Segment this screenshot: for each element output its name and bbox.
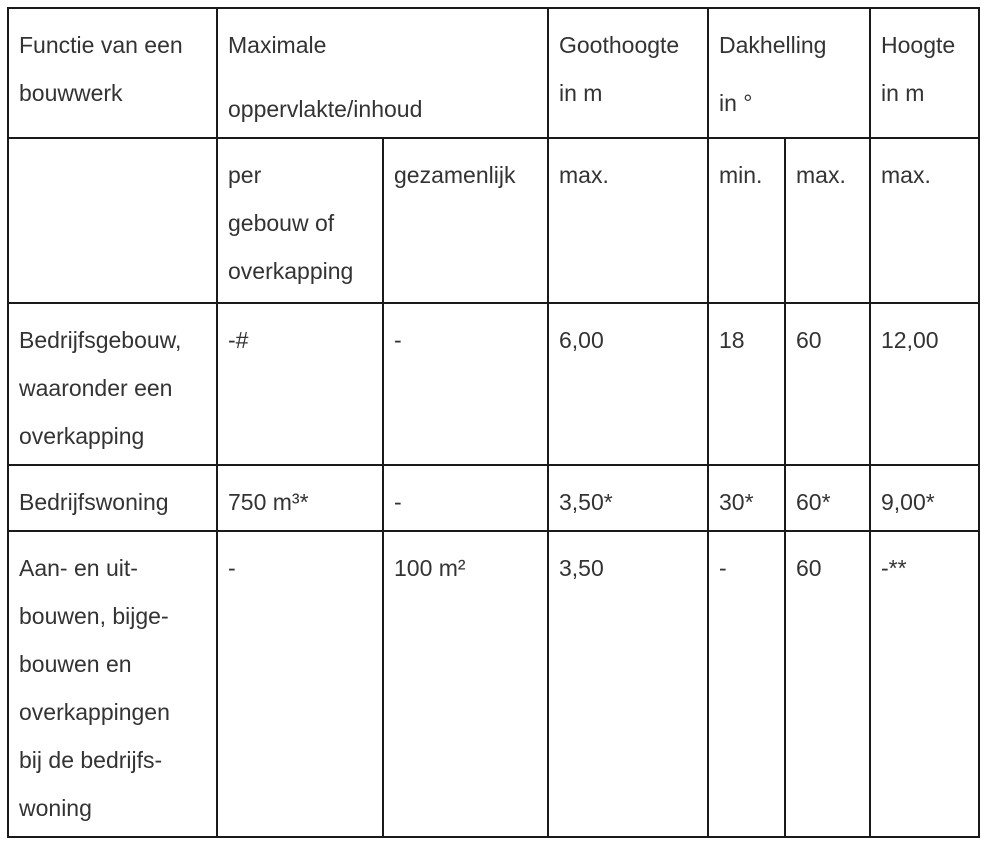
cell-gutter-max: 3,50 — [548, 531, 708, 837]
table-subheader-row — [8, 138, 979, 303]
cell-gutter-max: 3,50* — [548, 465, 708, 531]
header-height: Hoogte in m — [870, 8, 979, 138]
cell-slope-min: 18 — [708, 303, 785, 465]
subheader-per-building: per gebouw of overkapping — [217, 138, 383, 303]
cell-per-building: -# — [217, 303, 383, 465]
regulations-table — [7, 7, 980, 838]
subheader-slope-max: max. — [785, 138, 870, 303]
table-row — [8, 303, 979, 465]
cell-function: Bedrijfswoning — [8, 465, 217, 531]
table-header-row — [8, 8, 979, 138]
cell-per-building: - — [217, 531, 383, 837]
header-function: Functie van een bouwwerk — [8, 8, 217, 138]
cell-combined: - — [383, 465, 548, 531]
subheader-empty-cell — [8, 138, 217, 303]
subheader-combined: gezamenlijk — [383, 138, 548, 303]
cell-height-max: 12,00 — [870, 303, 979, 465]
header-roof-slope: Dakhelling in ° — [708, 8, 870, 138]
cell-height-max: 9,00* — [870, 465, 979, 531]
cell-slope-max: 60 — [785, 531, 870, 837]
cell-slope-max: 60 — [785, 303, 870, 465]
subheader-slope-min: min. — [708, 138, 785, 303]
header-max-area: Maximale oppervlakte/inhoud — [217, 8, 548, 138]
subheader-gutter-max: max. — [548, 138, 708, 303]
cell-slope-min: 30* — [708, 465, 785, 531]
subheader-height-max: max. — [870, 138, 979, 303]
cell-per-building: 750 m³* — [217, 465, 383, 531]
cell-slope-min: - — [708, 531, 785, 837]
cell-slope-max: 60* — [785, 465, 870, 531]
table-row — [8, 531, 979, 837]
cell-function: Bedrijfsgebouw, waaronder een overkapping — [8, 303, 217, 465]
cell-combined: 100 m² — [383, 531, 548, 837]
cell-height-max: -** — [870, 531, 979, 837]
table-row — [8, 465, 979, 531]
cell-gutter-max: 6,00 — [548, 303, 708, 465]
header-gutter-height: Goothoogte in m — [548, 8, 708, 138]
cell-combined: - — [383, 303, 548, 465]
cell-function: Aan- en uit- bouwen, bijge- bouwen en overkappingen bij de bedrijfs- woning — [8, 531, 217, 837]
